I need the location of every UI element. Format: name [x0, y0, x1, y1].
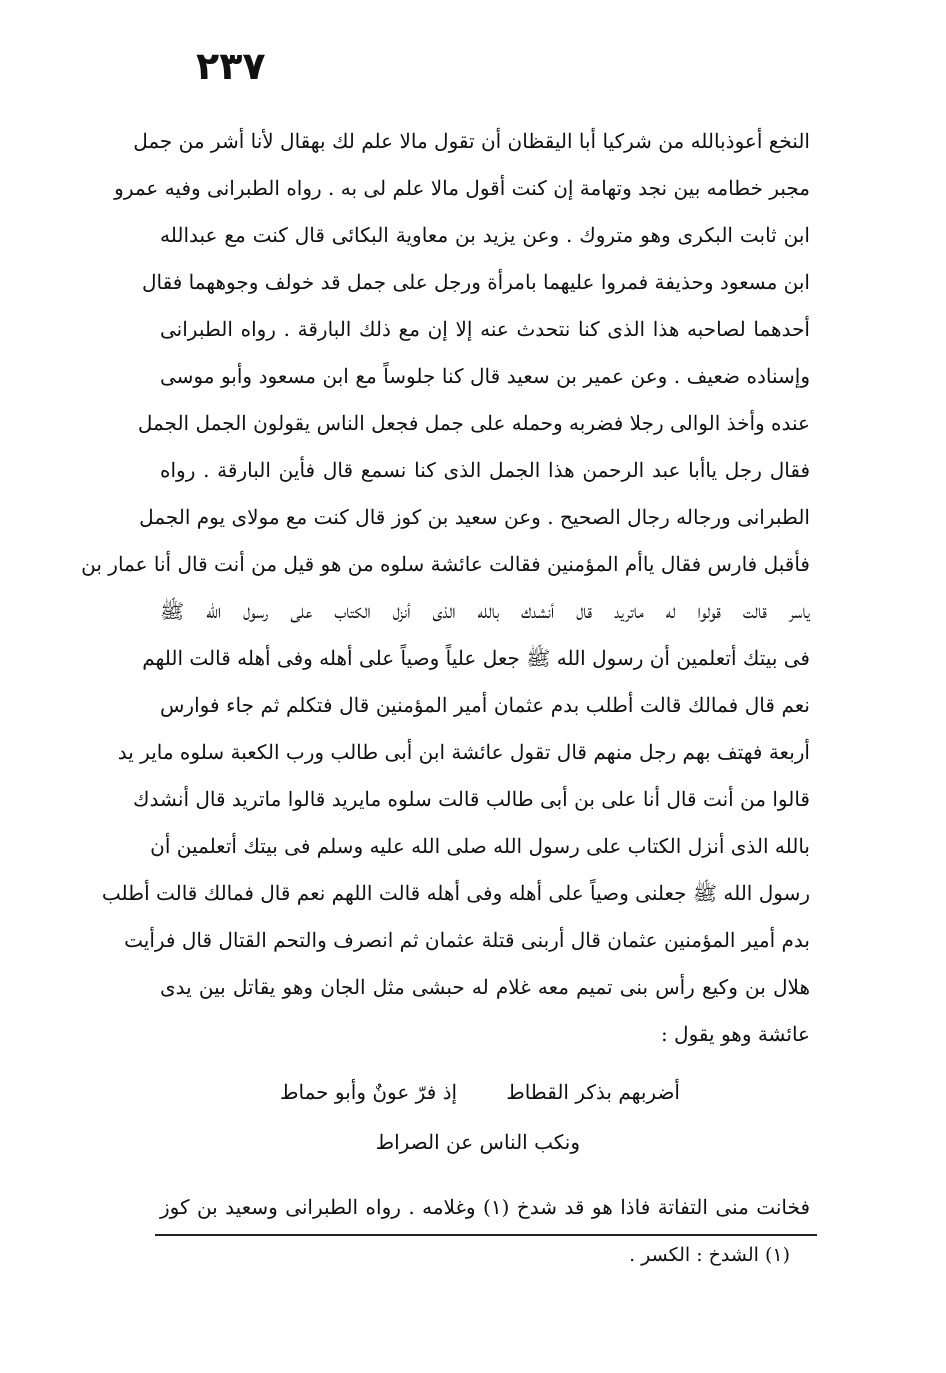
text-line: مجبر خطامه بين نجد وتهامة إن كنت أقول مالا علم لى به . رواه الطبرانى وفيه عمرو — [114, 176, 810, 200]
page-number: ٢٣٧ — [196, 44, 266, 88]
footnote-divider — [155, 1234, 817, 1236]
text-line: نعم قال فمالك قالت أطلب بدم عثمان أمير المؤمنين قال فتكلم ثم جاء فوارس — [160, 693, 810, 717]
text-line: أربعة فهتف بهم رجل منهم قال تقول عائشة ابن أبى طالب ورب الكعبة سلوه ماير يد — [117, 740, 810, 764]
text-line: أحدهما لصاحبه هذا الذى كنا نتحدث عنه إلا إن مع ذلك البارقة . رواه الطبرانى — [160, 317, 810, 341]
footnote: (١) الشدخ : الكسر . — [629, 1244, 790, 1266]
text-line: رسول الله ﷺ جعلنى وصياً على أهله وفى أهله قالت اللهم نعم قال فمالك قالت أطلب — [101, 881, 810, 905]
text-line: فقال رجل ياأبا عبد الرحمن هذا الجمل الذى كنا نسمع قال فأين البارقة . رواه — [160, 458, 810, 482]
text-line: بدم أمير المؤمنين عثمان قال أربنى قتلة عثمان ثم انصرف والتحم القتال قال فرأيت — [124, 928, 810, 952]
text-line: فأقبل فارس فقال ياأم المؤمنين فقالت عائشة سلوه من هو قيل من أنت قال أنا عمار بن — [81, 552, 810, 576]
text-line: الطبرانى ورجاله رجال الصحيح . وعن سعيد بن كوز قال كنت مع مولاى يوم الجمل — [139, 505, 810, 529]
verse-hemistich: ونكب الناس عن الصراط — [375, 1130, 580, 1154]
main-text-block — [81, 118, 810, 1058]
text-line: ابن مسعود وحذيفة فمروا عليهما بامرأة ورجل على جمل قد خولف وجوههما فقال — [141, 270, 810, 294]
text-line: قالوا من أنت قال أنا على بن أبى طالب قالت سلوه مايريد قالوا ماتريد قال أنشدك — [133, 787, 810, 811]
text-line: ياسر قالت قولوا له ماتريد قال أنشدك بالله الذى أنزل الكتاب على رسول الله ﷺ — [160, 599, 810, 623]
verse-hemistich-left: إذ فرّ عونٌ وأبو حماط — [280, 1080, 458, 1104]
text-line: بالله الذى أنزل الكتاب على رسول الله صلى الله عليه وسلم فى بيتك أتعلمين أن — [150, 834, 810, 858]
text-line: النخع أعوذبالله من شركيا أبا اليقظان أن تقول مالا علم لك بهقال لأنا أشر من جمل — [133, 129, 810, 153]
text-line: فى بيتك أتعلمين أن رسول الله ﷺ جعل علياً وصياً على أهله وفى أهله قالت اللهم — [142, 646, 810, 670]
text-line: عنده وأخذ الوالى رجلا فضربه وحمله على جمل فجعل الناس يقولون الجمل الجمل — [137, 411, 810, 435]
text-line: هلال بن وكيع رأس بنى تميم معه غلام له حبشى مثل الجان وهو يقاتل بين يدى — [160, 975, 810, 999]
text-line: وإسناده ضعيف . وعن عمير بن سعيد قال كنا جلوساً مع ابن مسعود وأبو موسى — [160, 364, 810, 388]
text-line: عائشة وهو يقول : — [660, 1022, 810, 1046]
text-line: ابن ثابت البكرى وهو متروك . وعن يزيد بن معاوية البكائى قال كنت مع عبدالله — [160, 223, 810, 247]
verse-hemistich-right: أضربهم بذكر القطاط — [506, 1080, 680, 1104]
closing-text-line: فخانت منى التفاتة فاذا هو قد شدخ (١) وغلامه . رواه الطبرانى وسعيد بن كوز — [160, 1195, 810, 1219]
